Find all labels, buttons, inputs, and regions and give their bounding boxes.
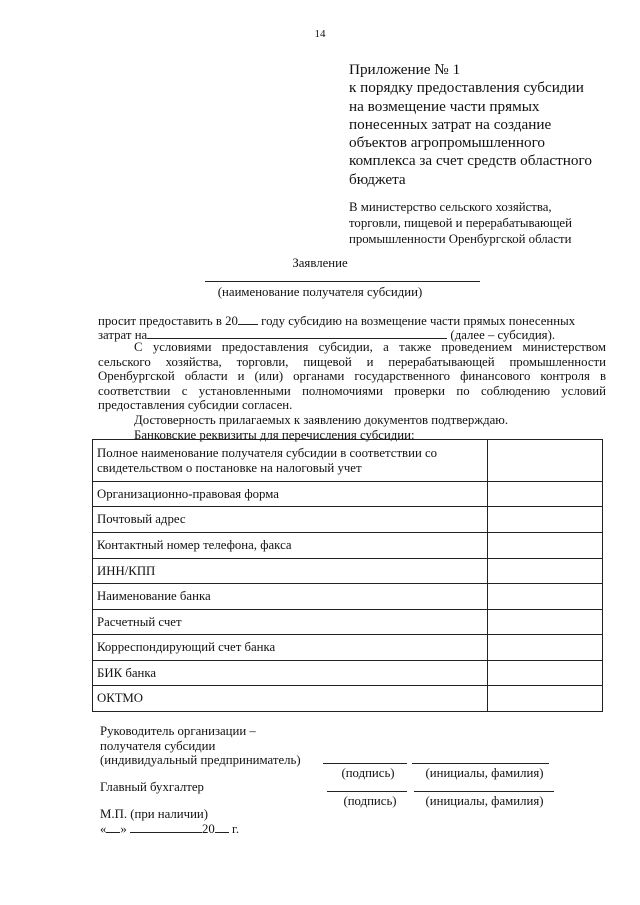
- row-value-cell[interactable]: [488, 584, 603, 610]
- recipient-name-line[interactable]: [205, 281, 480, 282]
- acc-name-caption: (инициалы, фамилия): [425, 794, 544, 808]
- conditions-line: сельского хозяйства, торговли, пищевой и перерабатывающей промышленности: [98, 354, 606, 369]
- conditions-paragraph: [98, 340, 606, 442]
- conditions-line: соответствии с установленными полномочиями проверки по соблюдению условий: [98, 383, 606, 398]
- accountant-signature-line[interactable]: [327, 791, 407, 792]
- row-label: Контактный номер телефона, факса: [93, 533, 488, 559]
- request-text: просит предоставить в 20: [98, 314, 238, 328]
- authenticity-line: Достоверность прилагаемых к заявлению документов подтверждаю.: [134, 412, 509, 427]
- table-row: [93, 482, 603, 507]
- head-sign-caption: (подпись): [341, 766, 395, 780]
- row-value-cell[interactable]: [488, 610, 603, 635]
- appendix-block: [349, 61, 619, 189]
- row-label: Наименование банка: [93, 584, 488, 610]
- table-row: [93, 686, 603, 712]
- table-row: [93, 507, 603, 533]
- date-year-prefix: 20: [202, 822, 215, 836]
- year-blank[interactable]: [238, 313, 258, 325]
- head-signature-line[interactable]: [323, 763, 407, 764]
- addressee-line: промышленности Оренбургской области: [349, 232, 572, 246]
- head-name-caption: (инициалы, фамилия): [425, 766, 544, 780]
- accountant-label: Главный бухгалтер: [100, 780, 204, 794]
- date-line: [100, 821, 239, 837]
- row-label: ИНН/КПП: [93, 559, 488, 584]
- row-label: Почтовый адрес: [93, 507, 488, 533]
- appendix-line: комплекса за счет средств областного: [349, 152, 592, 170]
- row-value-cell[interactable]: [488, 661, 603, 686]
- conditions-line: Оренбургской области и (или) органами государственного финансового контроля в: [98, 369, 606, 384]
- table-row: [93, 559, 603, 584]
- table-row: [93, 635, 603, 661]
- costs-blank[interactable]: [147, 327, 447, 339]
- date-quote-close: »: [120, 822, 127, 836]
- acc-sign-caption: (подпись): [343, 794, 397, 808]
- accountant-name-line[interactable]: [414, 791, 554, 792]
- row-value-cell[interactable]: [488, 686, 603, 712]
- appendix-line: к порядку предоставления субсидии: [349, 79, 584, 97]
- conditions-line: С условиями предоставления субсидии, а также проведением министерством: [134, 340, 606, 354]
- addressee-block: [349, 199, 609, 247]
- bank-details-line: Банковские реквизиты для перечисления субсидии:: [134, 427, 415, 442]
- date-suffix: г.: [228, 822, 240, 836]
- row-value-cell[interactable]: [488, 507, 603, 533]
- conditions-line: предоставления субсидии согласен.: [98, 398, 293, 413]
- request-text: (далее – субсидия).: [447, 328, 556, 342]
- table-row: [93, 661, 603, 686]
- row-label: Корреспондирующий счет банка: [93, 635, 488, 661]
- day-blank[interactable]: [106, 821, 120, 833]
- stamp-label: М.П. (при наличии): [100, 807, 209, 821]
- table-row: [93, 610, 603, 635]
- appendix-line: понесенных затрат на создание: [349, 115, 552, 133]
- request-text: году субсидию на возмещение части прямых понесенных: [257, 314, 576, 328]
- head-line: (индивидуальный предприниматель): [100, 753, 301, 768]
- row-label: Расчетный счет: [93, 610, 488, 635]
- table-row: [93, 584, 603, 610]
- row-label: Организационно-правовая форма: [93, 482, 488, 507]
- addressee-line: торговли, пищевой и перерабатывающей: [349, 216, 572, 230]
- statement-title: Заявление: [292, 256, 348, 270]
- head-name-line[interactable]: [412, 763, 549, 764]
- row-label: ОКТМО: [93, 686, 488, 712]
- head-line: Руководитель организации –: [100, 724, 256, 738]
- appendix-line: на возмещение части прямых: [349, 97, 540, 115]
- request-text: затрат на: [98, 328, 148, 342]
- bank-details-table: [92, 439, 603, 712]
- row-value-cell[interactable]: [488, 440, 603, 482]
- addressee-line: В министерство сельского хозяйства,: [349, 200, 552, 214]
- appendix-line: бюджета: [349, 170, 406, 188]
- page-number: 14: [314, 28, 326, 40]
- date-quote-open: «: [100, 822, 107, 836]
- table-row: [93, 533, 603, 559]
- head-line: получателя субсидии: [100, 738, 216, 753]
- recipient-caption: (наименование получателя субсидии): [217, 285, 423, 299]
- year-suffix-blank[interactable]: [215, 821, 229, 833]
- row-label: БИК банка: [93, 661, 488, 686]
- row-value-cell[interactable]: [488, 482, 603, 507]
- month-blank[interactable]: [130, 821, 202, 833]
- appendix-title: Приложение № 1: [349, 61, 461, 78]
- table-row: [93, 440, 603, 482]
- row-value-cell[interactable]: [488, 559, 603, 584]
- row-value-cell[interactable]: [488, 533, 603, 559]
- row-value-cell[interactable]: [488, 635, 603, 661]
- row-label: Полное наименование получателя субсидии в соответствии со свидетельством о постановке на налоговый учет: [93, 440, 488, 482]
- head-signature-label: [100, 724, 340, 768]
- appendix-line: объектов агропромышленного: [349, 134, 546, 152]
